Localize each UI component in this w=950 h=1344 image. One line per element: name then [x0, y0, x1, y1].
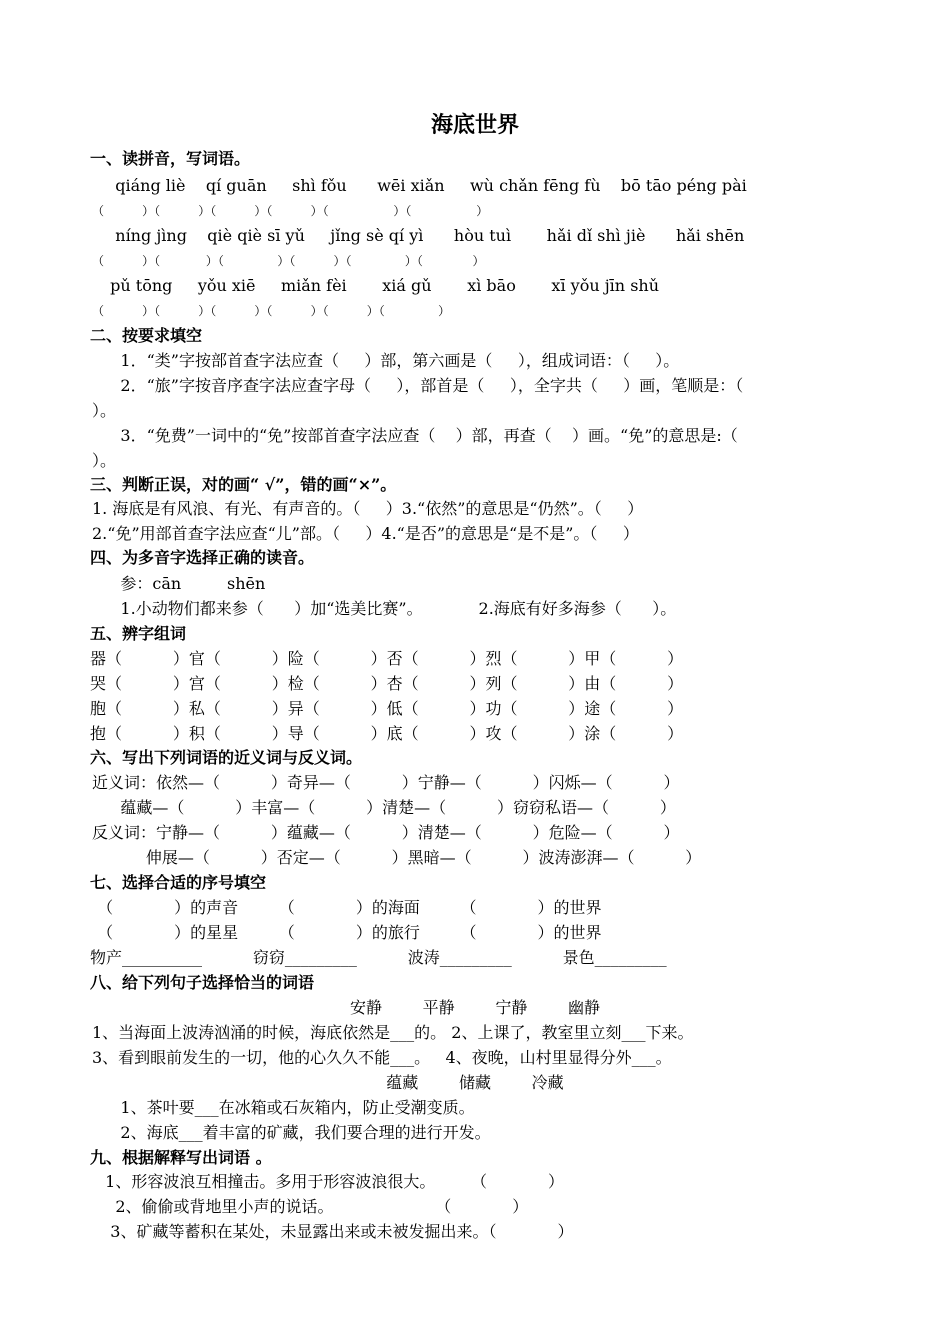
worksheet-line: 3．“免费”一词中的“免”按部首查字法应查（ ）部，再查（ ）画。“免”的意思是:（ — [95, 426, 738, 445]
worksheet-line: 2.“免”用部首查字法应查“儿”部。（ ）4.“是否”的意思是“是不是”。（ ） — [92, 524, 639, 543]
worksheet-line: 1、当海面上波涛汹涌的时候，海底依然是___的。 2、上课了，教室里立刻___下来。 — [92, 1023, 694, 1042]
worksheet-line: 伸展—（ ）否定—（ ）黑暗—（ ）波涛澎湃—（ ） — [95, 848, 702, 867]
worksheet-line: 1．“类”字按部首查字法应查（ ）部，第六画是（ ），组成词语：（ ）。 — [95, 351, 680, 370]
worksheet-line: pǔ tōng yǒu xiē miǎn fèi xiá gǔ xì bāo xī yǒu jīn shǔ — [100, 276, 660, 295]
section-heading: 五、辨字组词 — [90, 624, 187, 643]
worksheet-line: （ ）（ ）（ ）（ ）（ ）（ ） — [92, 204, 489, 218]
section-heading: 三、判断正误，对的画“ √”，错的画“×”。 — [90, 475, 397, 494]
section-heading: 七、选择合适的序号填空 — [90, 873, 267, 892]
worksheet-line: níng jìng qiè qiè sī yǔ jǐng sè qí yì hòu tuì hǎi dǐ shì jiè hǎi shēn — [100, 226, 745, 245]
worksheet-line: 3、矿藏等蓄积在某处，未显露出来或未被发掘出来。（ ） — [95, 1222, 574, 1241]
section-heading: 二、按要求填空 — [90, 326, 203, 345]
worksheet-line: 胞（ ）私（ ）异（ ）低（ ）功（ ）途（ ） — [90, 699, 684, 718]
page-title: 海底世界 — [430, 112, 519, 138]
worksheet-line: 物产__________ 窃窃_________ 波涛_________ 景色_________ — [90, 948, 667, 967]
worksheet-line: 2、海底___着丰富的矿藏，我们要合理的进行开发。 — [95, 1123, 491, 1142]
worksheet-line: 3、看到眼前发生的一切，他的心久久不能___。 4、夜晚，山村里显得分外___。 — [92, 1048, 672, 1067]
section-heading: 九、根据解释写出词语 。 — [90, 1148, 272, 1167]
worksheet-line: ）。 — [92, 451, 117, 470]
section-heading: 一、读拼音，写词语。 — [90, 149, 251, 168]
section-heading: 六、写出下列词语的近义词与反义词。 — [90, 748, 363, 767]
worksheet-line: 抱（ ）积（ ）导（ ）底（ ）攻（ ）涂（ ） — [90, 724, 684, 743]
worksheet-line: 蕴藏—（ ）丰富—（ ）清楚—（ ）窃窃私语—（ ） — [95, 798, 676, 817]
worksheet-line: 1.小动物们都来参（ ）加“选美比赛”。 2.海底有好多海参（ ）。 — [95, 599, 677, 618]
worksheet-line: 蕴藏 储藏 冷藏 — [386, 1073, 564, 1092]
worksheet-line: 近义词：依然—（ ）奇异—（ ）宁静—（ ）闪烁—（ ） — [92, 773, 680, 792]
worksheet-line: 器（ ）官（ ）险（ ）否（ ）烈（ ）甲（ ） — [90, 649, 684, 668]
worksheet-line: 1、茶叶要___在冰箱或石灰箱内，防止受潮变质。 — [95, 1098, 475, 1117]
worksheet-line: 参：cān shēn — [95, 574, 266, 593]
worksheet-line: （ ）（ ）（ ）（ ）（ ）（ ） — [92, 254, 485, 268]
worksheet-line: （ ）的星星 （ ）的旅行 （ ）的世界 — [92, 923, 602, 942]
worksheet-line: ）。 — [92, 401, 117, 420]
worksheet-line: 1、形容波浪互相撞击。多用于形容波浪很大。 （ ） — [95, 1172, 564, 1191]
worksheet-line: 反义词：宁静—（ ）蕴藏—（ ）清楚—（ ）危险—（ ） — [92, 823, 680, 842]
worksheet-line: 2、偷偷或背地里小声的说话。 （ ） — [95, 1197, 529, 1216]
worksheet-line: （ ）的声音 （ ）的海面 （ ）的世界 — [92, 898, 602, 917]
section-heading: 四、为多音字选择正确的读音。 — [90, 548, 315, 567]
section-heading: 八、给下列句子选择恰当的词语 — [90, 973, 315, 992]
worksheet-line: 1. 海底是有风浪、有光、有声音的。（ ）3.“依然”的意思是“仍然”。（ ） — [92, 499, 644, 518]
worksheet-line: 哭（ ）宫（ ）检（ ）杏（ ）列（ ）由（ ） — [90, 674, 684, 693]
worksheet-line: （ ）（ ）（ ）（ ）（ ）（ ） — [92, 304, 451, 318]
worksheet-line: 安静 平静 宁静 幽静 — [349, 998, 601, 1017]
worksheet-line: 2．“旅”字按音序查字法应查字母（ ），部首是（ ），全字共（ ）画，笔顺是：（ — [95, 376, 744, 395]
worksheet-line: qiáng liè qí guān shì fǒu wēi xiǎn wù chǎn fēng fù bō tāo péng pài — [100, 176, 747, 195]
